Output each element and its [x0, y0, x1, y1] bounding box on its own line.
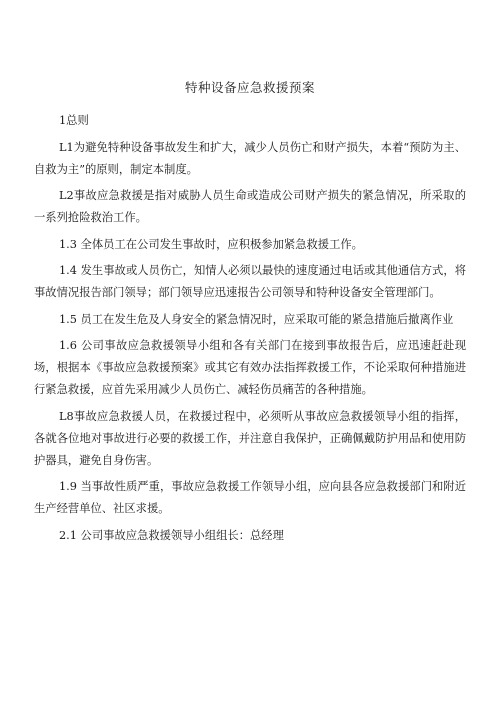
document-body — [34, 110, 466, 551]
paragraph-1-1: L1为避免特种设备事故发生和扩大，减少人员伤亡和财产损失，本着“预防为主、自救为主”的原则，制定本制度。 — [34, 140, 466, 176]
document-title: 特种设备应急救援预案 — [184, 80, 315, 95]
paragraph-1-3: 1.3 全体员工在公司发生事故时，应积极参加紧急救援工作。 — [59, 237, 363, 251]
paragraph-1-6: 1.6 公司事故应急救援领导小组和各有关部门在接到事故报告后，应迅速赶赴现场，根据本《事故应急救援预案》或其它有效办法指挥救援工作，不论采取何种措施进行紧急救援，应首先采用减少人员伤亡、减轻伤员痛苦的各种措施。 — [34, 339, 466, 396]
section-heading-general: 1总则 — [59, 114, 89, 127]
paragraph-1-4: 1.4 发生事故或人员伤亡，知情人必须以最快的速度通过电话或其他通信方式，将事故情况报告部门领导；部门领导应迅速报告公司领导和特种设备安全管理部门。 — [34, 264, 466, 299]
paragraph-1-5: 1.5 员工在发生危及人身安全的紧急情况时，应采取可能的紧急措施后撤离作业 — [59, 312, 454, 326]
paragraph-1-8: L8事故应急救援人员，在救援过程中，必须听从事故应急救援领导小组的指挥，各就各位地对事故进行必要的救援工作，并注意自我保护，正确佩戴防护用品和使用防护器具，避免自身伤害。 — [34, 409, 466, 467]
paragraph-1-2: L2事故应急救援是指对威胁人员生命或造成公司财产损失的紧急情况，所采取的一系列抢险救治工作。 — [34, 189, 466, 224]
paragraph-2-1: 2.1 公司事故应急救援领导小组组长：总经理 — [59, 528, 284, 542]
paragraph-1-9: 1.9 当事故性质严重，事故应急救援工作领导小组，应向县各应急救援部门和附近生产经营单位、社区求援。 — [34, 480, 466, 515]
